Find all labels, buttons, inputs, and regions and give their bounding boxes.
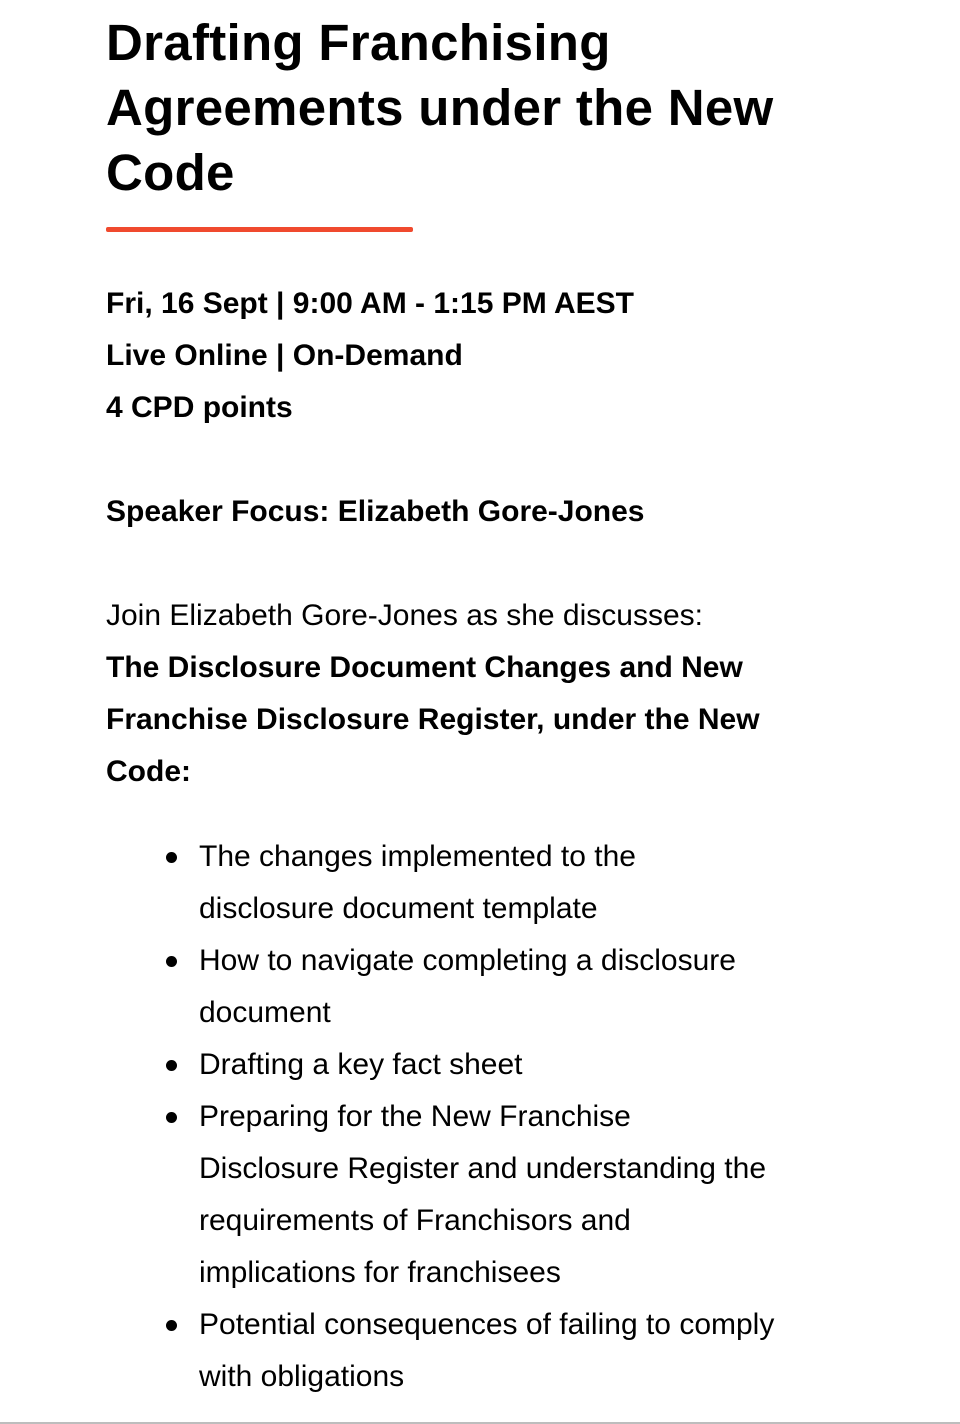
speaker-focus: Speaker Focus: Elizabeth Gore-Jones xyxy=(106,495,645,528)
list-item xyxy=(106,935,779,1039)
list-item xyxy=(106,831,779,935)
bullet-icon xyxy=(166,1112,177,1123)
title-underline xyxy=(106,227,413,232)
list-item xyxy=(106,1091,779,1299)
topic-heading: The Disclosure Document Changes and New Franchise Disclosure Register, under the New Code: xyxy=(106,651,760,788)
event-datetime: Fri, 16 Sept | 9:00 AM - 1:15 PM AEST xyxy=(106,287,634,320)
event-details xyxy=(106,278,806,434)
topic-list xyxy=(106,831,806,1403)
list-item-text: How to navigate completing a disclosure document xyxy=(199,944,736,1029)
list-item-text: The changes implemented to the disclosure document template xyxy=(199,840,636,925)
list-item xyxy=(106,1299,779,1403)
list-item xyxy=(106,1039,779,1091)
event-format: Live Online | On-Demand xyxy=(106,339,463,372)
bullet-icon xyxy=(166,1320,177,1331)
intro-text: Join Elizabeth Gore-Jones as she discusses: xyxy=(106,599,703,632)
bullet-icon xyxy=(166,852,177,863)
article-content xyxy=(106,10,806,1403)
list-item-text: Potential consequences of failing to comply with obligations xyxy=(199,1308,775,1393)
bullet-icon xyxy=(166,1060,177,1071)
event-cpd-points: 4 CPD points xyxy=(106,391,293,424)
list-item-text: Drafting a key fact sheet xyxy=(199,1048,523,1081)
bullet-icon xyxy=(166,956,177,967)
list-item-text: Preparing for the New Franchise Disclosure Register and understanding the requirements of Franchisors and implications for franchisees xyxy=(199,1100,766,1289)
intro-paragraph xyxy=(106,590,806,798)
page-title: Drafting Franchising Agreements under the New Code xyxy=(106,14,774,201)
